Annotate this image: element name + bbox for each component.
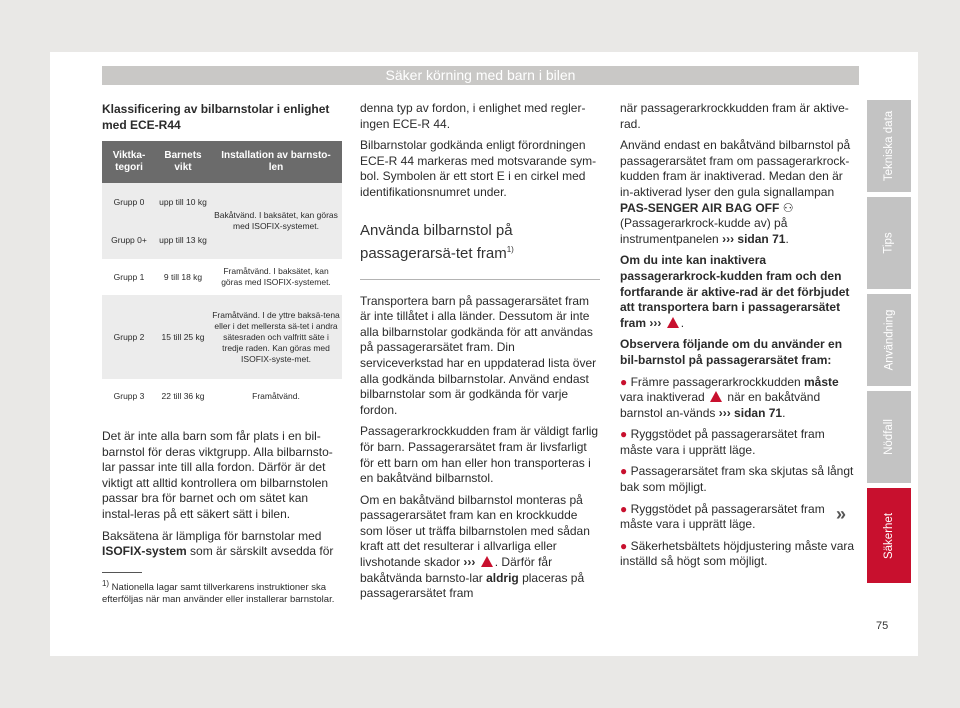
footnote	[102, 578, 342, 606]
page-link[interactable]: ››› sidan 71	[722, 231, 786, 246]
paragraph: denna typ av fordon, i enlighet med regler-ingen ECE-R 44.	[360, 101, 586, 131]
table-cell: Grupp 3	[102, 379, 156, 413]
text: Ryggstödet på passagerarsätet fram måste vara i upprätt läge.	[620, 427, 825, 457]
table-cell: upp till 10 kg	[156, 183, 210, 221]
table-row	[102, 295, 342, 379]
text: Baksätena är lämpliga för barnstolar med	[102, 528, 322, 543]
table-header-weight: Barnets vikt	[156, 141, 210, 183]
tab-tekniska-data[interactable]	[867, 100, 911, 192]
text: (Passagerarkrock-kudde av) på instrumentpanelen	[620, 216, 788, 246]
table-header-install: Installation av barnsto- len	[210, 141, 342, 183]
footnote-ref: 1)	[506, 244, 514, 254]
text: . Därför får bakåtvända barnsto-lar	[360, 555, 553, 585]
section-title-text: Använda bilbarnstol på passagerarsä-tet fram	[360, 221, 513, 262]
tab-sakerhet[interactable]	[867, 488, 911, 583]
bullet-icon: ●	[620, 538, 628, 553]
text: Om en bakåtvänd bilbarnstol monteras på passagerarsätet fram kan en krockkudde som löser ut träffa bilbarnstolen med sådan kraft att det resulterar i allvarliga eller livshotande skador	[360, 492, 590, 570]
bullet-icon: ●	[620, 501, 628, 516]
table-header-category: Viktka- tegori	[102, 141, 156, 183]
airbag-off-icon: ⚇	[782, 200, 794, 215]
paragraph	[102, 529, 342, 560]
warning-icon	[710, 391, 722, 402]
section-title	[360, 221, 600, 263]
text: Passagerarsätet fram ska skjutas så långt bak som möjligt.	[620, 464, 854, 495]
bullet-icon: ●	[620, 374, 628, 389]
tab-label: Nödfall	[883, 419, 895, 455]
table-cell: upp till 13 kg	[156, 221, 210, 259]
page-number: 75	[876, 620, 889, 632]
table-heading: Klassificering av bilbarnstolar i enlighet med ECE-R44	[102, 102, 330, 132]
tab-label: Tekniska data	[883, 110, 896, 182]
paragraph: när passagerarkrockkudden fram är aktive-rad.	[620, 101, 849, 131]
tab-label: Tips	[883, 232, 895, 254]
tab-label: Säkerhet	[883, 512, 895, 559]
column-3	[620, 101, 858, 576]
paragraph: Bilbarnstolar godkända enligt förordningen ECE-R 44 markeras med motsvarande sym-bol. Symbolen är ett stort E i en cirkel med identifikationsnumret under.	[360, 138, 597, 199]
table-cell: Bakåtvänd. I baksätet, kan göras med ISOFIX-systemet.	[210, 183, 342, 259]
paragraph: Passagerarkrockkudden fram är väldigt farlig för barn. Passagerarsätet fram är livsfarligt för ett barn om han eller hon transporteras i en bakåtvänd bilbarnstol.	[360, 424, 599, 486]
table-cell: Framåtvänd. I baksätet, kan göras med ISOFIX-systemet.	[210, 259, 342, 295]
paragraph	[360, 493, 600, 602]
classification-table	[102, 141, 342, 413]
list-item	[620, 427, 858, 458]
table-cell: 22 till 36 kg	[156, 379, 210, 413]
list-item	[620, 502, 858, 533]
text: Främre passagerarkrockkudden	[630, 374, 805, 389]
table-cell: Grupp 1	[102, 259, 156, 295]
page-header: Säker körning med barn i bilen	[102, 66, 859, 85]
text: Använd endast en bakåtvänd bilbarnstol på passagerarsätet fram om passagerarkrock-kudden fram är inaktiverad. Medan den är in-aktiverad lyser den gula signallampan	[620, 138, 851, 199]
tab-anvandning[interactable]	[867, 294, 911, 386]
tab-tips[interactable]	[867, 197, 911, 289]
text: .	[782, 405, 786, 420]
paragraph: Observera följande om du använder en bil-barnstol på passagerarsätet fram:	[620, 337, 843, 367]
text: .	[785, 231, 789, 246]
paragraph	[620, 138, 858, 247]
text-bold: Om du inte kan inaktivera passagerarkrock-kudden fram och den fortfarande är aktive-rad är det förbjudet att transportera barn i passagerarsätet fram ›››	[620, 253, 850, 330]
list-item	[620, 464, 858, 495]
text: som är särskilt avsedda för	[186, 544, 334, 559]
text: vara inaktiverad	[620, 390, 705, 405]
table-row	[102, 379, 342, 413]
text-bold: måste	[804, 374, 839, 389]
footnote-divider	[102, 572, 142, 573]
table-cell: Framåtvänd.	[210, 379, 342, 413]
table-cell: 9 till 18 kg	[156, 259, 210, 295]
bullet-icon: ●	[620, 464, 628, 479]
bullet-icon: ●	[620, 427, 628, 442]
text: placeras på passagerarsätet fram	[360, 570, 585, 601]
page-link[interactable]: ››› sidan 71	[718, 405, 783, 420]
text-bold: ISOFIX-system	[102, 544, 187, 559]
paragraph: Transportera barn på passagerarsätet fram är inte tillåtet i alla länder. Dessutom är inte alla bilbarnstolar godkända för att användas på passagerarsätet fram. Din serviceverkstad har en uppdaterad lista över alla godkända bilbarnstolar. Använd endast bilbarnstolar som är godkända för varje fordon.	[360, 293, 597, 417]
list-item	[620, 375, 858, 422]
footnote-ref: 1)	[102, 579, 110, 588]
table-row	[102, 183, 342, 221]
table-cell: Grupp 0+	[102, 221, 156, 259]
column-1	[102, 101, 342, 566]
paragraph: Det är inte alla barn som får plats i en bil-barnstol för deras viktgrupp. Alla bilbarnsto-lar passar inte till alla fordon. Därför är det viktigt att alltid kontrollera om bilbarnstolen passar bra för barnet och om sätet kan instal-leras på ett säkert sätt i bilen.	[102, 429, 333, 521]
text: Säkerhetsbältets höjdjustering måste vara inställd så högt som möjligt.	[620, 538, 855, 569]
divider	[360, 279, 600, 280]
text: när en bakåtvänd barnstol an-vänds	[620, 390, 821, 420]
link-arrow[interactable]: ›››	[463, 555, 476, 570]
table-cell: Framåtvänd. I de yttre baksä-tena eller i det mellersta sä-tet i andra sätesraden och valfritt säte i tredje raden. Kan göras med ISOFIX-syste-met.	[210, 295, 342, 379]
text: Ryggstödet på passagerarsätet fram måste vara i upprätt läge.	[620, 501, 825, 532]
warning-icon	[481, 556, 493, 567]
tab-label: Användning	[883, 309, 895, 371]
continue-icon: »	[836, 504, 847, 524]
warning-icon	[667, 317, 679, 328]
column-2	[360, 101, 600, 608]
text-bold: aldrig	[486, 570, 519, 585]
tab-nodfall[interactable]	[867, 391, 911, 483]
table-cell: Grupp 0	[102, 183, 156, 221]
table-row	[102, 259, 342, 295]
table-cell: Grupp 2	[102, 295, 156, 379]
footnote-text: Nationella lagar samt tillverkarens instruktioner ska efterföljas när man använder eller installerar barnstolar.	[102, 582, 335, 606]
list-item	[620, 539, 858, 570]
table-cell: 15 till 25 kg	[156, 295, 210, 379]
text-bold: PAS-SENGER AIR BAG OFF	[620, 200, 780, 215]
paragraph: Om du inte kan inaktivera passagerarkrock-kudden fram och den fortfarande är aktive-rad är det förbjudet att transportera barn i passagerarsätet fram ››› .	[620, 253, 850, 330]
